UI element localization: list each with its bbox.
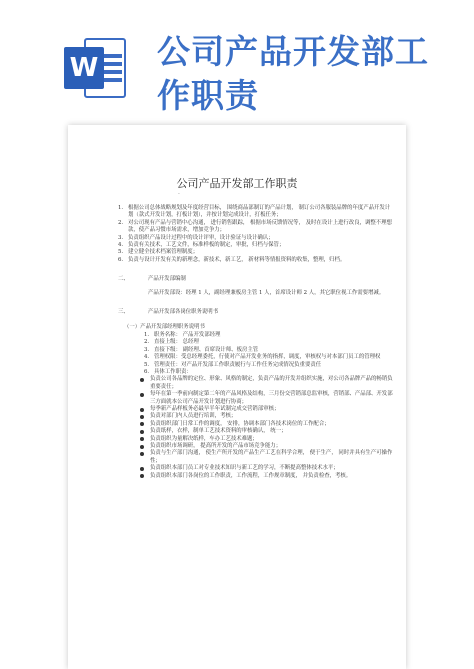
duty-bullet-text: 负责与生产部门沟通， 使生产所开发的产品生产工艺在科学合理， 便于生产， 同时并具有生产可操作性； bbox=[150, 450, 393, 464]
duty-bullet-text: 负责组织市场调研， 提高所开发的产品市场竞争能力； bbox=[150, 442, 282, 449]
bullet-dot-icon bbox=[140, 445, 144, 449]
duty-bullet-text: 负责组织部门日常工作的调度， 安排，协调本部门各技术岗位的工作配合； bbox=[150, 420, 330, 427]
section-2-heading bbox=[118, 276, 393, 283]
job-item-number: 2. bbox=[144, 339, 150, 346]
duty-item bbox=[118, 220, 393, 235]
section-3-heading bbox=[118, 309, 393, 316]
job-items-list bbox=[118, 332, 393, 376]
duty-bullet bbox=[118, 436, 393, 443]
duty-bullet bbox=[118, 391, 393, 406]
duty-number: 6. bbox=[118, 256, 124, 263]
job-item-number: 6. bbox=[144, 368, 150, 375]
bullet-dot-icon bbox=[140, 474, 144, 478]
duty-item bbox=[118, 205, 393, 220]
section-2-title: 产品开发部编制 bbox=[148, 276, 186, 283]
job-item bbox=[118, 362, 393, 369]
bullet-dot-icon bbox=[140, 415, 144, 419]
bullet-dot-icon bbox=[140, 408, 144, 412]
duty-item bbox=[118, 257, 393, 264]
document-body bbox=[118, 205, 393, 480]
duty-bullet bbox=[118, 465, 393, 472]
duty-bullet-text: 每季新产品样板务必最早半年试制完成交营销部审核； bbox=[150, 405, 280, 412]
duty-bullet-text: 负责对部门内人员进行培训，考核； bbox=[150, 413, 237, 420]
duty-text: 根据公司总体战略规划及年度经营目标， 围绕商品部制订的产品计划， 制订公司各服装品牌的年度产品开发计划（款式开发计划，打板计划），并按计划完成设计，打板任务； bbox=[128, 205, 391, 219]
page-title-line2: 作职责 bbox=[157, 76, 259, 115]
bullet-dot-icon bbox=[140, 467, 144, 471]
duty-bullet-text: 负责组织为量解决纸样，车办工艺技术难题； bbox=[150, 435, 258, 442]
duty-bullet-text: 负责纸样，衣样，制单工艺技术资料的审核确认， 统一； bbox=[150, 428, 287, 435]
document-preview-sheet bbox=[68, 125, 406, 669]
job-item-text: 直接上级： 总经理 bbox=[154, 339, 199, 346]
job-item-number: 5. bbox=[144, 361, 150, 368]
duty-text: 对公司现有产品与营销中心沟通， 进行销售跟踪， 根据市场反馈情况等， 及时在设计上进行改良，调整不理想款，使产品习惯市场需求，增加竞争力； bbox=[128, 219, 392, 234]
bullet-dot-icon bbox=[140, 452, 144, 456]
duty-bullet bbox=[118, 450, 393, 465]
job-item-text: 职务名称： 产品开发部经理 bbox=[154, 331, 221, 338]
page-title bbox=[157, 30, 457, 118]
duty-bullet bbox=[118, 376, 393, 391]
document-title: 公司产品开发部工作职责 bbox=[176, 177, 298, 190]
job-item-text: 管理权限：受总经理委托，行使对产品开发业务的指挥，调度，审核权与对本部门员工的管理权 bbox=[154, 354, 381, 361]
bullet-dot-icon bbox=[140, 422, 144, 426]
duty-bullets-list bbox=[118, 376, 393, 480]
duty-bullet bbox=[118, 428, 393, 435]
bullet-dot-icon bbox=[140, 378, 144, 382]
duty-number: 5. bbox=[118, 249, 124, 256]
section-3-number: 三、 bbox=[118, 309, 129, 316]
job-item bbox=[118, 347, 393, 354]
duty-item bbox=[118, 249, 393, 256]
duty-number: 3. bbox=[118, 234, 124, 241]
duty-number: 2. bbox=[118, 219, 124, 226]
duty-bullet-text: 负责组织本部门员工对专业技术知识与新工艺的学习，不断提高整体技术水平； bbox=[150, 465, 339, 472]
page-title-line1: 公司产品开发部工 bbox=[157, 32, 429, 71]
job-item bbox=[118, 339, 393, 346]
duty-bullet bbox=[118, 413, 393, 420]
section-2-paragraph: 产品开发部设：经理 1 人，副经理兼板房主管 1 人，首席设计师 2 人，其它职位视工作需要增减。 bbox=[148, 289, 385, 296]
bullet-dot-icon bbox=[140, 437, 144, 441]
header-banner bbox=[0, 0, 474, 120]
job-item-text: 具体工作职责： bbox=[154, 368, 192, 375]
job-item-number: 3. bbox=[144, 346, 150, 353]
job-item-text: 直接下级： 副经理、首席设计师、板房主管 bbox=[154, 346, 259, 353]
word-badge: W bbox=[64, 47, 104, 89]
duty-text: 负责与设计开发有关的新理念，新技术，新工艺， 新材料等情报资料的收集，整理，归档。 bbox=[128, 256, 346, 263]
job-item-number: 1. bbox=[144, 331, 150, 338]
job-item bbox=[118, 354, 393, 361]
section-2-number: 二、 bbox=[118, 276, 129, 283]
job-item-number: 4. bbox=[144, 354, 150, 361]
duty-text: 负责有关技术，工艺文件，标准样板的制定，审批，归档与保管； bbox=[128, 242, 285, 249]
job-item-text: 管理责任：对产品开发部工作职责履行与工作任务完成情况负重要责任 bbox=[154, 361, 322, 368]
subsection-title: （一）产品开发部经理职务说明书 bbox=[124, 324, 205, 331]
word-icon bbox=[64, 38, 126, 98]
bullet-dot-icon bbox=[140, 430, 144, 434]
duty-item bbox=[118, 235, 393, 242]
duty-number: 4. bbox=[118, 242, 124, 249]
document-mark: · bbox=[178, 191, 180, 198]
bullet-dot-icon bbox=[140, 393, 144, 397]
duty-text: 负责组织产品设计过程中的设计评审，设计验证与设计确认； bbox=[128, 234, 274, 241]
section-3-title: 产品开发部各岗位职务说明书 bbox=[148, 309, 219, 316]
duty-bullet bbox=[118, 473, 393, 480]
duties-list bbox=[118, 205, 393, 264]
duty-bullet-text: 负责公司各品牌的定位、形象、风格的制定，负责产品的开发并组织实施，对公司各品牌产品的畅销负重要责任； bbox=[150, 376, 393, 390]
duty-bullet-text: 负责组织本部门各岗位的工作职责，工作流程，工作规章制度， 并负责检查，考核。 bbox=[150, 472, 352, 479]
duty-text: 建立健全技术档案管理制度； bbox=[128, 249, 199, 256]
duty-number: 1. bbox=[118, 205, 124, 211]
duty-bullet-text: 每年在第一季前向制定第二年的产品风格及结构，三月份交营销部总监审核，营销部、产品部、开发部三方面就本公司产品开发计划进行协商； bbox=[150, 391, 393, 405]
